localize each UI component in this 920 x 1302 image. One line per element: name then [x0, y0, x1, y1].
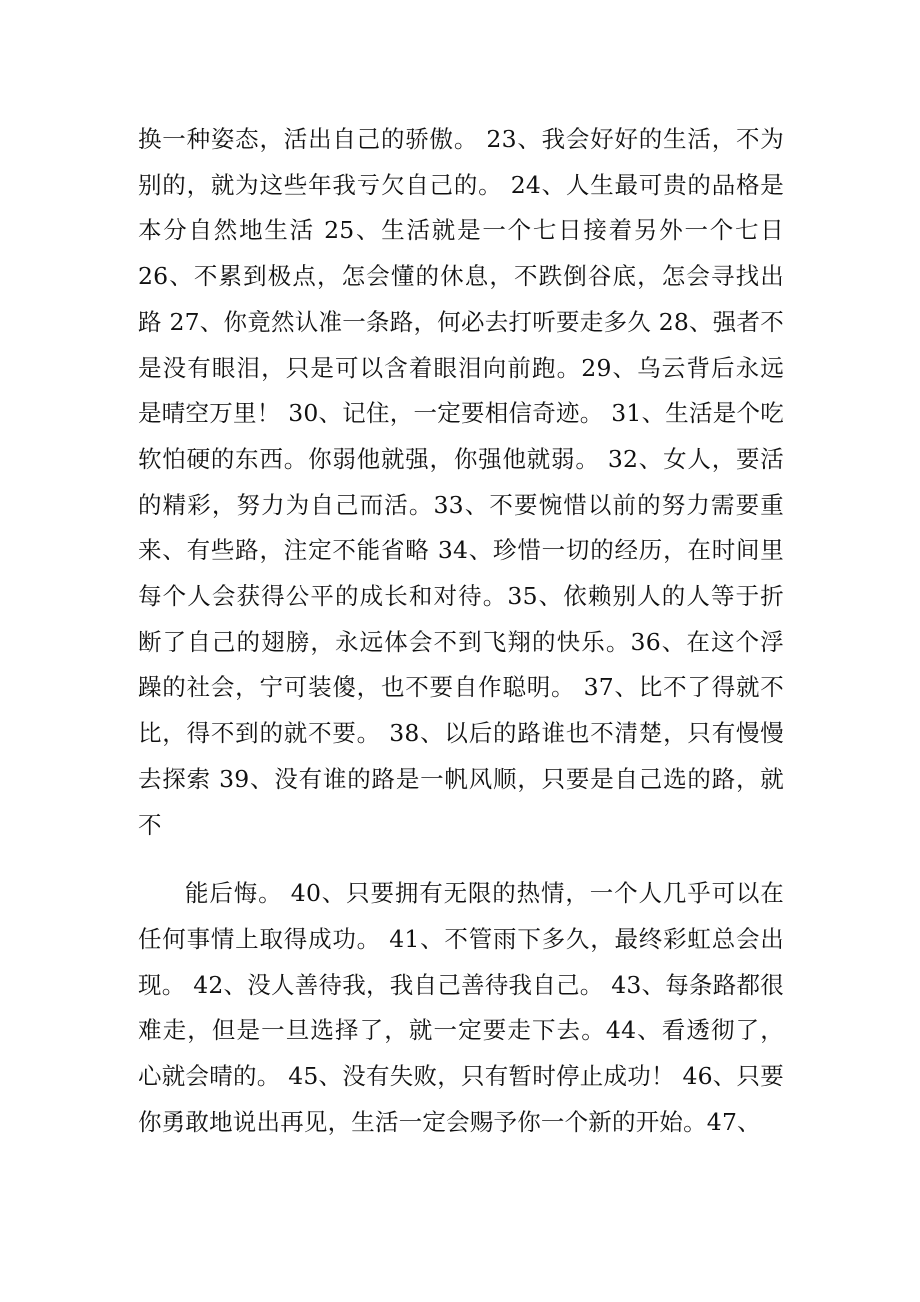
- document-body: [138, 117, 784, 1145]
- paragraph-quotes-22-39: 换一种姿态，活出自己的骄傲。 23、我会好好的生活，不为别的，就为这些年我亏欠自己的。 24、人生最可贵的品格是本分自然地生活 25、生活就是一个七日接着另外一个七日 26、不累到极点，怎会懂的休息，不跌倒谷底，怎会寻找出路 27、你竟然认准一条路，何必去打听要走多久 28、强者不是没有眼泪，只是可以含着眼泪向前跑。29、乌云背后永远是晴空万里！ 30、记住，一定要相信奇迹。 31、生活是个吃软怕硬的东西。你弱他就强，你强他就弱。 32、女人，要活的精彩，努力为自己而活。33、不要惋惜以前的努力需要重来、有些路，注定不能省略 34、珍惜一切的经历，在时间里每个人会获得公平的成长和对待。35、依赖别人的人等于折断了自己的翅膀，永远体会不到飞翔的快乐。36、在这个浮躁的社会，宁可装傻，也不要自作聪明。 37、比不了得就不比，得不到的就不要。 38、以后的路谁也不清楚，只有慢慢去探索 39、没有谁的路是一帆风顺，只要是自己选的路，就不: [138, 125, 784, 839]
- paragraph-quotes-40-47: 能后悔。 40、只要拥有无限的热情，一个人几乎可以在任何事情上取得成功。 41、不管雨下多久，最终彩虹总会出现。 42、没人善待我，我自己善待我自己。 43、每条路都很难走，但是一旦选择了，就一定要走下去。44、看透彻了，心就会晴的。 45、没有失败，只有暂时停止成功！ 46、只要你勇敢地说出再见，生活一定会赐予你一个新的开始。47、: [138, 879, 784, 1136]
